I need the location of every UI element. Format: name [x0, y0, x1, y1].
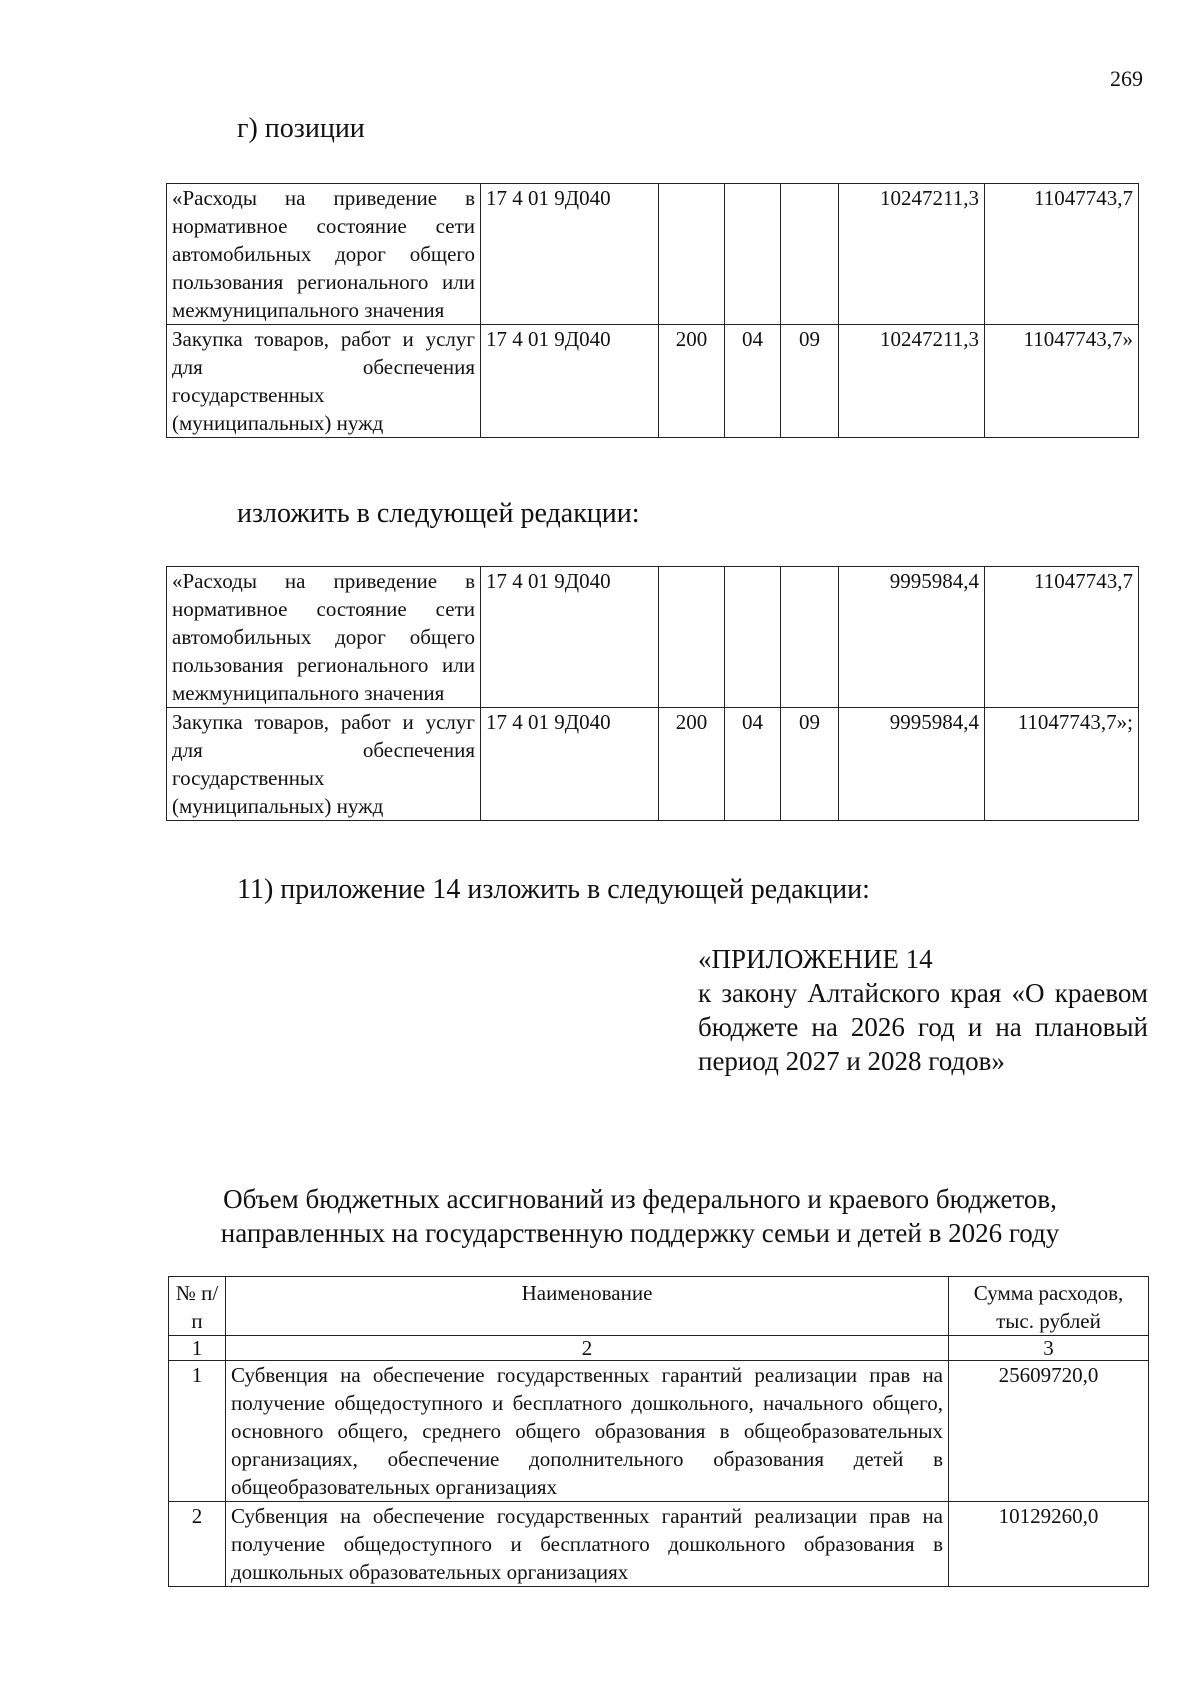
page-number: 269: [1110, 66, 1143, 91]
cell-code: 17 4 01 9Д040: [481, 184, 659, 325]
table-assignments: [168, 1276, 1149, 1587]
cell-name: «Расходы на приведение в нормативное состояние сети автомобильных дорог общего пользования регионального или межмуниципального значения: [167, 567, 481, 708]
cell-rz: [725, 567, 781, 708]
cell-pr: [781, 184, 839, 325]
appendix-title: «ПРИЛОЖЕНИЕ 14: [698, 944, 933, 974]
item-11-heading: 11) приложение 14 изложить в следующей редакции:: [237, 874, 870, 905]
cell-sum-2027: 10247211,3: [839, 184, 985, 325]
cell-name: Субвенция на обеспечение государственных гарантий реализации прав на получение общедоступного и бесплатного дошкольного, начального общего, основного общего, среднего общего образования в общеобразовательных организациях, обеспечение дополнительного образования детей в общеобразовательных организациях: [226, 1361, 949, 1502]
table-row: [167, 708, 1139, 821]
table-header-row: [169, 1277, 1149, 1336]
header-sum: Сумма расходов, тыс. рублей: [949, 1277, 1149, 1336]
cell-sum-2028: 11047743,7: [985, 567, 1139, 708]
table-row: [167, 567, 1139, 708]
table-row: [167, 184, 1139, 325]
cell-sum: 25609720,0: [949, 1361, 1149, 1502]
cell-vr: [659, 567, 725, 708]
document-title-line: направленных на государственную поддержку семьи и детей в 2026 году: [220, 1218, 1060, 1248]
cell-number: 2: [169, 1502, 226, 1587]
cell-name: Субвенция на обеспечение государственных гарантий реализации прав на получение общедоступного и бесплатного дошкольного образования в дошкольных образовательных организациях: [226, 1502, 949, 1587]
cell-pr: [781, 567, 839, 708]
index-cell: 1: [169, 1336, 226, 1361]
cell-pr: 09: [781, 325, 839, 438]
cell-code: 17 4 01 9Д040: [481, 325, 659, 438]
cell-number: 1: [169, 1361, 226, 1502]
cell-name: «Расходы на приведение в нормативное состояние сети автомобильных дорог общего пользования регионального или межмуниципального значения: [167, 184, 481, 325]
table-row: [169, 1502, 1149, 1587]
cell-sum: 10129260,0: [949, 1502, 1149, 1587]
cell-vr: [659, 184, 725, 325]
cell-sum-2028: 11047743,7: [985, 184, 1139, 325]
table-row: [169, 1361, 1149, 1502]
cell-sum-2028: 11047743,7»: [985, 325, 1139, 438]
cell-name: Закупка товаров, работ и услуг для обеспечения государственных (муниципальных) нужд: [167, 325, 481, 438]
table-after: [166, 566, 1139, 821]
cell-rz: 04: [725, 325, 781, 438]
section-g-heading: г) позиции: [237, 113, 365, 144]
cell-sum-2027: 9995984,4: [839, 567, 985, 708]
header-name: Наименование: [226, 1277, 949, 1336]
index-cell: 3: [949, 1336, 1149, 1361]
cell-code: 17 4 01 9Д040: [481, 567, 659, 708]
section-izl-heading: изложить в следующей редакции:: [237, 498, 640, 529]
cell-rz: 04: [725, 708, 781, 821]
cell-rz: [725, 184, 781, 325]
appendix-text: к закону Алтайского края «О краевом бюджете на 2026 год и на плановый период 2027 и 2028 годов»: [698, 978, 1148, 1076]
cell-sum-2028: 11047743,7»;: [985, 708, 1139, 821]
table-before: [166, 183, 1139, 438]
document-title: [150, 1182, 1130, 1250]
appendix-block: [698, 942, 1148, 1078]
cell-pr: 09: [781, 708, 839, 821]
table-row: [167, 325, 1139, 438]
header-number: № п/п: [169, 1277, 226, 1336]
document-title-line: Объем бюджетных ассигнований из федерального и краевого бюджетов,: [223, 1184, 1057, 1214]
cell-sum-2027: 9995984,4: [839, 708, 985, 821]
table-index-row: [169, 1336, 1149, 1361]
index-cell: 2: [226, 1336, 949, 1361]
cell-vr: 200: [659, 325, 725, 438]
cell-code: 17 4 01 9Д040: [481, 708, 659, 821]
cell-vr: 200: [659, 708, 725, 821]
cell-name: Закупка товаров, работ и услуг для обеспечения государственных (муниципальных) нужд: [167, 708, 481, 821]
cell-sum-2027: 10247211,3: [839, 325, 985, 438]
